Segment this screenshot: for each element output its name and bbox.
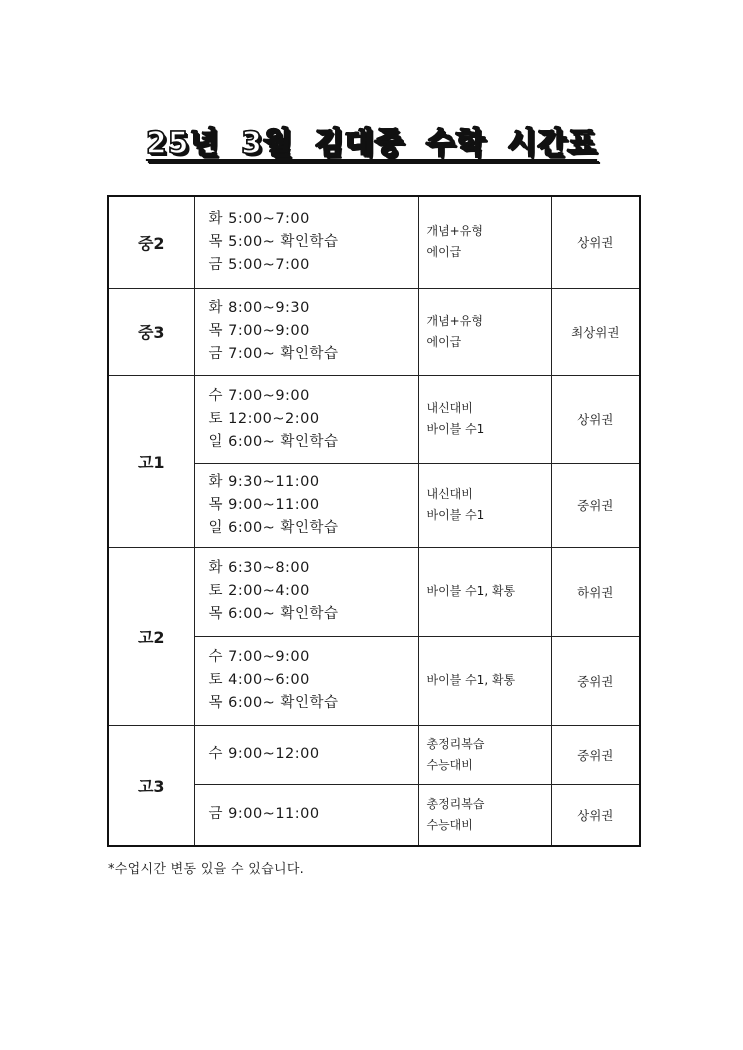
class-time: 토 2:00~4:00 <box>208 583 310 599</box>
schedule-table <box>107 195 641 847</box>
level-label: 상위권 <box>551 196 640 288</box>
level-label: 최상위권 <box>551 288 640 375</box>
textbook-name: 개념+유형 <box>426 313 483 328</box>
textbook <box>418 288 551 375</box>
table-row <box>108 375 640 463</box>
textbook-name: 총정리복습 <box>426 736 485 751</box>
grade-label: 고1 <box>108 375 194 547</box>
level-label: 중위권 <box>551 463 640 547</box>
grade-label: 중2 <box>108 196 194 288</box>
page-title: 25년 3월 김대중 수학 시간표 <box>145 126 598 161</box>
level-label: 하위권 <box>551 547 640 636</box>
textbook-name: 개념+유형 <box>426 224 483 239</box>
textbook-name: 내신대비 <box>426 401 473 415</box>
level-label: 상위권 <box>551 375 640 463</box>
class-times <box>194 784 418 846</box>
textbook <box>418 547 551 636</box>
level-label: 상위권 <box>551 784 640 846</box>
textbook-name: 총정리복습 <box>426 796 485 811</box>
textbook <box>418 196 551 288</box>
schedule-change-note: *수업시간 변동 있을 수 있습니다. <box>108 862 305 877</box>
table-row <box>108 547 640 636</box>
class-times <box>194 288 418 375</box>
textbook-name: 수능대비 <box>426 817 473 832</box>
class-time: 목 6:00~ 확인학습 <box>208 695 339 711</box>
textbook <box>418 375 551 463</box>
class-times <box>194 196 418 288</box>
level-label: 중위권 <box>551 636 640 725</box>
class-time: 토 12:00~2:00 <box>208 410 320 427</box>
textbook <box>418 636 551 725</box>
textbook-name: 에이급 <box>426 334 462 349</box>
textbook-name: 에이급 <box>426 245 462 260</box>
class-time: 화 9:30~11:00 <box>208 473 320 490</box>
class-time: 금 5:00~7:00 <box>208 256 310 273</box>
textbook <box>418 784 551 846</box>
class-time: 수 7:00~9:00 <box>208 649 310 665</box>
class-times <box>194 547 418 636</box>
textbook-name: 수능대비 <box>426 757 473 772</box>
class-time: 목 6:00~ 확인학습 <box>208 606 339 622</box>
class-time: 수 9:00~12:00 <box>208 746 320 762</box>
textbook-name: 바이블 수1, 확통 <box>426 673 516 687</box>
class-time: 목 7:00~9:00 <box>208 323 310 339</box>
textbook <box>418 725 551 784</box>
class-time: 화 5:00~7:00 <box>208 210 310 227</box>
class-time: 금 9:00~11:00 <box>208 806 320 823</box>
class-time: 일 6:00~ 확인학습 <box>208 519 339 536</box>
class-times <box>194 463 418 547</box>
table-row <box>108 288 640 375</box>
class-time: 금 7:00~ 확인학습 <box>208 346 339 362</box>
grade-label: 고3 <box>108 725 194 846</box>
class-time: 목 5:00~ 확인학습 <box>208 233 339 250</box>
class-time: 수 7:00~9:00 <box>208 387 310 404</box>
textbook-name: 바이블 수1 <box>426 508 485 522</box>
class-times <box>194 636 418 725</box>
class-time: 화 8:00~9:30 <box>208 300 310 316</box>
class-times <box>194 725 418 784</box>
class-time: 일 6:00~ 확인학습 <box>208 433 339 450</box>
textbook-name: 바이블 수1, 확통 <box>426 584 516 598</box>
table-row <box>108 196 640 288</box>
grade-label: 고2 <box>108 547 194 725</box>
textbook-name: 내신대비 <box>426 487 473 501</box>
class-time: 토 4:00~6:00 <box>208 672 310 688</box>
textbook-name: 바이블 수1 <box>426 422 485 436</box>
level-label: 중위권 <box>551 725 640 784</box>
class-time: 화 6:30~8:00 <box>208 560 310 576</box>
class-time: 목 9:00~11:00 <box>208 496 320 513</box>
textbook <box>418 463 551 547</box>
class-times <box>194 375 418 463</box>
table-row <box>108 725 640 784</box>
grade-label: 중3 <box>108 288 194 375</box>
